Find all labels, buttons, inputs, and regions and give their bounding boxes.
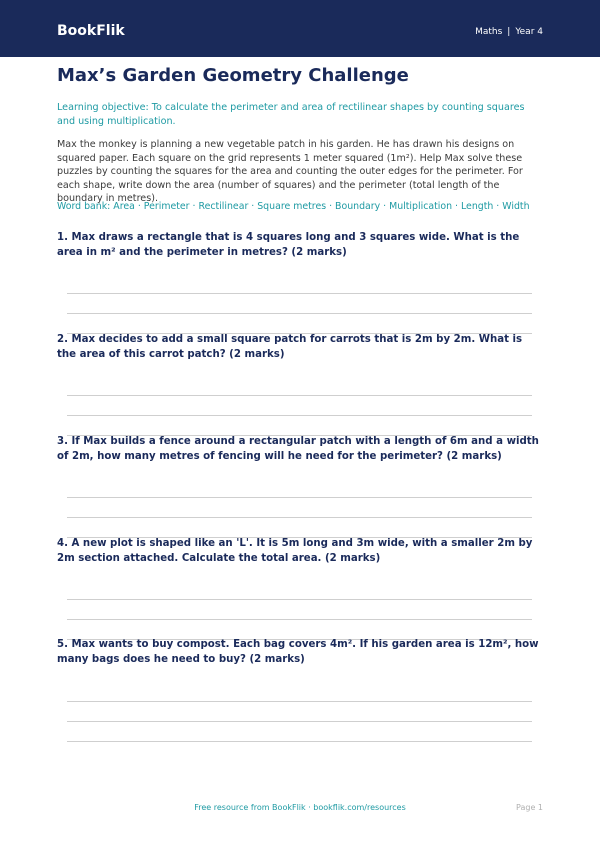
answer-line[interactable]	[67, 721, 532, 722]
page-header	[0, 0, 600, 57]
question-3: 3. If Max builds a fence around a rectangular patch with a length of 6m and a width of 2m, how many metres of fencing will he need for the perimeter? (2 marks)	[57, 436, 539, 462]
learning-objective: Learning objective: To calculate the perimeter and area of rectilinear shapes by counting squares and using multiplication.	[57, 102, 525, 127]
year-label: Year 4	[515, 27, 543, 37]
page-number: Page 1	[516, 803, 543, 812]
answer-line[interactable]	[67, 395, 532, 396]
subject-year	[475, 27, 543, 37]
intro-paragraph: Max the monkey is planning a new vegetable patch in his garden. He has drawn his designs on squared paper. Each square on the grid represents 1 meter squared (1m²). Help Max solve these puzzles by counting the squares for the area and counting the outer edges for the perimeter. For each shape, write down the area (number of squares) and the perimeter (total length of the boundary in metres).	[57, 139, 523, 204]
subject-label: Maths	[475, 27, 503, 37]
answer-line[interactable]	[67, 741, 532, 742]
answer-line[interactable]	[67, 313, 532, 314]
answer-line[interactable]	[67, 293, 532, 294]
answer-line[interactable]	[67, 497, 532, 498]
brand-logo-text: BookFlik	[57, 23, 125, 39]
word-bank: Word bank: Area · Perimeter · Rectilinear · Square metres · Boundary · Multiplication · Length · Width	[57, 201, 530, 212]
answer-line[interactable]	[67, 415, 532, 416]
page-title: Max’s Garden Geometry Challenge	[57, 65, 409, 86]
question-1: 1. Max draws a rectangle that is 4 squares long and 3 squares wide. What is the area in m² and the perimeter in metres? (2 marks)	[57, 232, 520, 258]
answer-line[interactable]	[67, 517, 532, 518]
footer-credit: Free resource from BookFlik · bookflik.com/resources	[194, 803, 406, 812]
answer-line[interactable]	[67, 701, 532, 702]
answer-line[interactable]	[67, 599, 532, 600]
question-5: 5. Max wants to buy compost. Each bag covers 4m². If his garden area is 12m², how many bags does he need to buy? (2 marks)	[57, 639, 539, 665]
meta-separator: |	[507, 27, 511, 37]
answer-line[interactable]	[67, 619, 532, 620]
question-2: 2. Max decides to add a small square patch for carrots that is 2m by 2m. What is the area of this carrot patch? (2 marks)	[57, 334, 523, 360]
question-4: 4. A new plot is shaped like an 'L'. It is 5m long and 3m wide, with a smaller 2m by 2m section attached. Calculate the total area. (2 marks)	[57, 538, 533, 564]
